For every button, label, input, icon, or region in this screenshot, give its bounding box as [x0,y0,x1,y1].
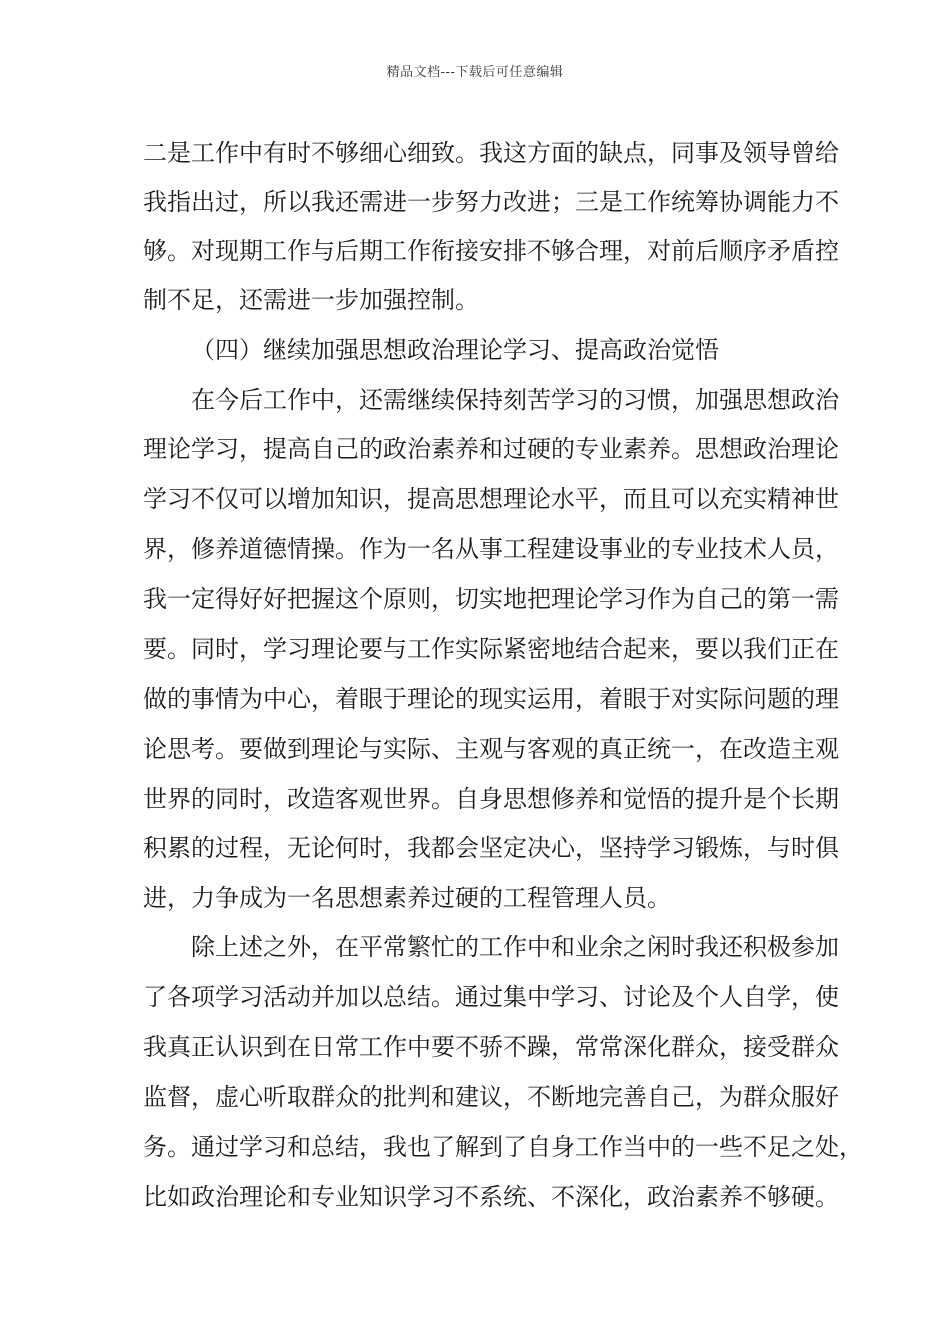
text-line: 要。同时，学习理论要与工作实际紧密地结合起来，要以我们正在 [143,635,839,663]
section-heading: （四）继续加强思想政治理论学习、提高政治觉悟 [191,336,719,364]
text-line: 做的事情为中心，着眼于理论的现实运用，着眼于对实际问题的理 [143,685,839,713]
text-line: 理论学习，提高自己的政治素养和过硬的专业素养。思想政治理论 [143,435,839,463]
text-line: 世界的同时，改造客观世界。自身思想修养和觉悟的提升是个长期 [143,785,839,813]
text-line: 除上述之外，在平常繁忙的工作中和业余之闲时我还积极参加 [191,933,839,961]
page-header: 精品文档---下载后可任意编辑 [386,65,564,80]
text-line: 论思考。要做到理论与实际、主观与客观的真正统一，在改造主观 [143,735,839,763]
text-line: 我真正认识到在日常工作中要不骄不躁，常常深化群众，接受群众 [143,1033,839,1061]
text-line: 在今后工作中，还需继续保持刻苦学习的习惯，加强思想政治 [191,386,839,414]
text-line: 够。对现期工作与后期工作衔接安排不够合理，对前后顺序矛盾控 [143,237,839,265]
text-line: 比如政治理论和专业知识学习不系统、不深化，政治素养不够硬。 [143,1183,839,1211]
text-line: 进，力争成为一名思想素养过硬的工程管理人员。 [143,884,671,912]
text-line: 监督，虚心听取群众的批判和建议，不断地完善自己，为群众服好 [143,1083,839,1111]
text-line: 了各项学习活动并加以总结。通过集中学习、讨论及个人自学，使 [143,983,839,1011]
text-line: 制不足，还需进一步加强控制。 [143,286,479,314]
text-line: 二是工作中有时不够细心细致。我这方面的缺点，同事及领导曾给 [143,139,839,167]
text-line: 界，修养道德情操。作为一名从事工程建设事业的专业技术人员， [143,535,839,563]
text-line: 务。通过学习和总结，我也了解到了自身工作当中的一些不足之处， [143,1133,863,1161]
text-line: 我一定得好好把握这个原则，切实地把理论学习作为自己的第一需 [143,585,839,613]
text-line: 积累的过程，无论何时，我都会坚定决心，坚持学习锻炼，与时俱 [143,834,839,862]
text-line: 学习不仅可以增加知识，提高思想理论水平，而且可以充实精神世 [143,485,839,513]
text-line: 我指出过，所以我还需进一步努力改进；三是工作统筹协调能力不 [143,188,839,216]
